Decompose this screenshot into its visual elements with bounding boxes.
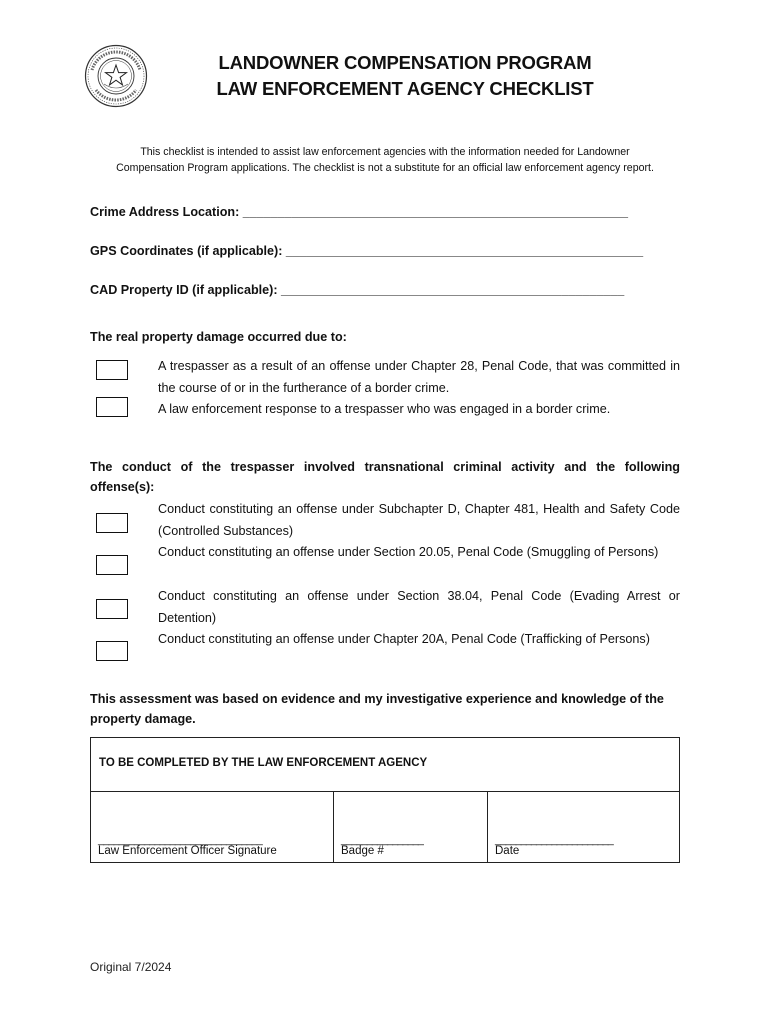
table-header-text: TO BE COMPLETED BY THE LAW ENFORCEMENT AGENCY (99, 757, 428, 769)
signature-label: Law Enforcement Officer Signature (98, 845, 277, 857)
crime-address-field[interactable]: Crime Address Location: _______________________________________________________ (90, 205, 629, 219)
trespasser-offense-checkbox[interactable] (96, 360, 128, 380)
badge-cell[interactable] (334, 792, 488, 862)
conduct-section-heading: The conduct of the trespasser involved transnational criminal activity and the following offense(s): (90, 460, 680, 494)
document-title (160, 50, 650, 102)
date-cell[interactable] (488, 792, 679, 862)
trafficking-persons-label: Conduct constituting an offense under Chapter 20A, Penal Code (Trafficking of Persons) (158, 632, 650, 646)
intro-line-2: Compensation Program applications. The checklist is not a substitute for an official law enforcement agency report. (116, 162, 654, 174)
intro-paragraph (82, 144, 688, 176)
trespasser-offense-label: A trespasser as a result of an offense under Chapter 28, Penal Code, that was committed in the course of or in the furtherance of a border crime. (158, 359, 680, 395)
trafficking-persons-checkbox[interactable] (96, 641, 128, 661)
date-label: Date (495, 845, 520, 857)
signature-cell[interactable] (91, 792, 334, 862)
smuggling-persons-label: Conduct constituting an offense under Section 20.05, Penal Code (Smuggling of Persons) (158, 545, 659, 559)
signature-line[interactable]: ________________________________ (98, 834, 262, 846)
title-line-1: LANDOWNER COMPENSATION PROGRAM (218, 52, 592, 73)
badge-label: Badge # (341, 845, 384, 857)
cad-property-id-field[interactable]: CAD Property ID (if applicable): _________________________________________________ (90, 283, 625, 297)
gps-coordinates-field[interactable]: GPS Coordinates (if applicable): ___________________________________________________ (90, 244, 644, 258)
assessment-statement: This assessment was based on evidence and my investigative experience and knowledge of the property damage. (90, 692, 664, 726)
date-line[interactable]: _______________________ (495, 834, 613, 846)
controlled-substances-checkbox[interactable] (96, 513, 128, 533)
smuggling-persons-checkbox[interactable] (96, 555, 128, 575)
evading-arrest-label: Conduct constituting an offense under Section 38.04, Penal Code (Evading Arrest or Detention) (158, 589, 680, 625)
intro-line-1: This checklist is intended to assist law enforcement agencies with the information needed for Landowner (140, 146, 630, 158)
attorney-general-seal-icon (84, 44, 148, 108)
controlled-substances-label: Conduct constituting an offense under Subchapter D, Chapter 481, Health and Safety Code (Controlled Substances) (158, 502, 680, 538)
agency-completion-table (90, 737, 680, 863)
law-enforcement-response-checkbox[interactable] (96, 397, 128, 417)
table-header (91, 738, 679, 792)
title-line-2: LAW ENFORCEMENT AGENCY CHECKLIST (216, 78, 594, 99)
evading-arrest-checkbox[interactable] (96, 599, 128, 619)
badge-line[interactable]: ________________ (341, 834, 423, 846)
damage-section-heading: The real property damage occurred due to: (90, 330, 347, 344)
law-enforcement-response-label: A law enforcement response to a trespasser who was engaged in a border crime. (158, 402, 611, 416)
footer-version: Original 7/2024 (90, 960, 172, 974)
